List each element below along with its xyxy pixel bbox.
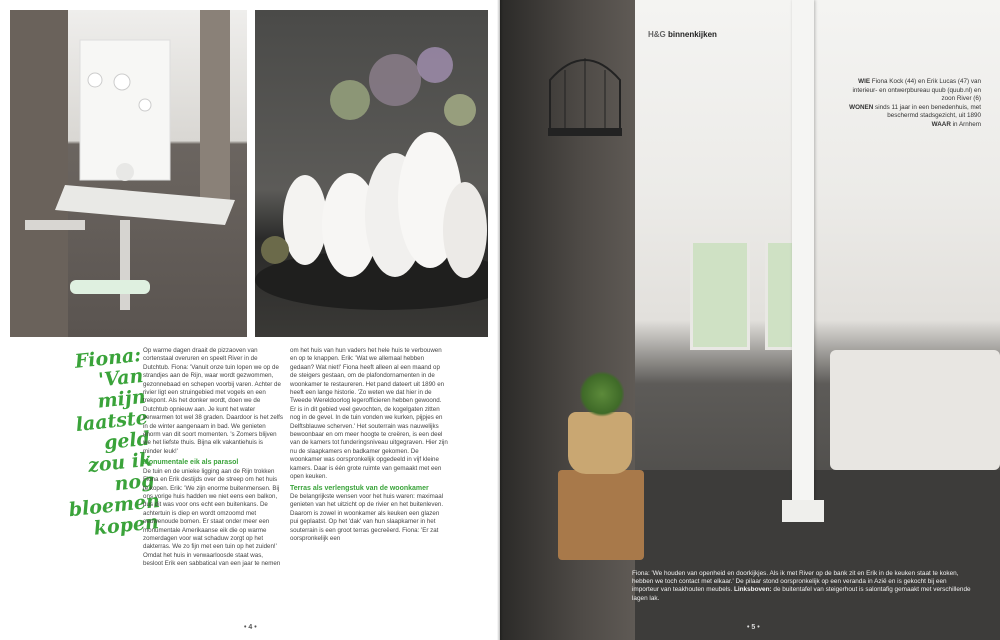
- info-text: sinds 11 jaar in een benedenhuis, met beschermd stadsgezicht, uit 1890: [875, 103, 981, 120]
- window: [690, 240, 750, 350]
- info-label: WIE: [858, 78, 871, 85]
- info-text: in Arnhem: [952, 120, 981, 128]
- pull-quote: Fiona: 'Van mijn laatste geld zou ik nog bloemen kopen: [67, 344, 161, 540]
- article-column-1: [143, 347, 283, 623]
- vases-photo: [255, 10, 488, 337]
- woven-basket: [568, 412, 632, 474]
- brand-prefix: H&G: [648, 30, 666, 39]
- page-number: • 5 •: [747, 624, 760, 631]
- info-label: WAAR: [931, 120, 951, 128]
- page-gutter: [497, 0, 503, 640]
- info-text: Fiona Kock (44) en Erik Lucas (47) van interieur- en ontwerpbureau quub (quub.nl) en zoon River (6): [852, 78, 981, 103]
- paragraph: Op warme dagen draait de pizzaoven van cortenstaal overuren en speelt River in de Dutchtub. Fiona: 'Vanuit onze tuin lopen we op de strandjes aan de Rijn, waar wordt gezwommen, gezonnebaad en schepen voorbij varen. Achter de rivier ligt een struingebied met vogels en een trekpont. Als het donker wordt, doen we de Dutchtub opnieuw aan. Je kunt het water verwarmen tot wel 38 graden. Daardoor is het zelfs in de winter aangenaam in bad. We genieten enorm van dit soort momenten. 's Zomers blijven we het liefste thuis. Bijna elk vakantiehuis is minder leuk!': [143, 347, 283, 455]
- info-label: WONEN: [849, 103, 874, 111]
- info-box: [846, 78, 981, 130]
- magazine-section-header: [648, 30, 717, 39]
- dining-room-illustration: [10, 10, 247, 337]
- article-column-2: [290, 347, 448, 623]
- paragraph: De tuin en de unieke ligging aan de Rijn trokken Fiona en Erik destijds over de streep om het huis te kopen. Erik: 'We zijn enorme buitenmensen. Bij ons vorige huis hadden we niet eens een balkon, dus dit was voor ons echt een buitenkans. De achtertuin is diep en wordt omzoomd met eeuwenoude bomen. Er staat onder meer een monumentale Amerikaanse eik die op warme zomerdagen voor wat schaduw zorgt op het dakterras. We zo fijn met een tuin op het zuiden!' Omdat het huis in verwaarloosde staat was, besloot Erik een sabbatical van een jaar te nemen: [143, 467, 281, 568]
- caption-label: Linksboven:: [733, 586, 772, 594]
- dining-room-photo: [10, 10, 247, 337]
- plant: [580, 370, 624, 418]
- white-pillar: [792, 0, 814, 520]
- right-page: [500, 0, 1000, 640]
- birdcage-icon: [540, 40, 630, 140]
- caption-text: de buitentafel van steigerhout is salontafig gemaakt met verschillende lagen lak.: [632, 586, 971, 602]
- pillar-base: [782, 500, 824, 522]
- floor: [635, 470, 1000, 640]
- section-title: binnenkijken: [668, 30, 717, 39]
- wooden-stool: [558, 470, 644, 560]
- subheading: Terras als verlengstuk van de woonkamer: [290, 484, 429, 492]
- page-number: • 4 •: [244, 624, 257, 631]
- caption-text: Fiona: 'We houden van openheid en doorkijkjes. Als ik met River op de bank zit en Erik in de keuken staat te koken, hebben we toch contact met elkaar.' De pilaar stond oorspronkelijk op een veranda in Azië en is gekocht bij een importeur van teakhouten meubels.: [632, 570, 959, 594]
- paragraph: De belangrijkste wensen voor het huis waren: maximaal genieten van het uitzicht op de rivier en het buitenleven. Daarom is zowel in woonkamer als keuken een glazen pui geplaatst. Op het 'dak' van hun slaapkamer in het souterrain is een groot terras gecreëerd. Fiona: 'Er zat oorspronkelijk een: [290, 492, 444, 542]
- sofa: [830, 350, 1000, 470]
- subheading: Monumentale eik als parasol: [143, 459, 239, 467]
- vases-illustration: [255, 10, 488, 337]
- photo-caption: [632, 570, 972, 603]
- paragraph: om het huis van hun vaders het hele huis te verbouwen en op te knappen. Erik: 'Wat we allemaal hebben gedaan? Wat niet!' Fiona heeft alleen al een maand op de steigers gestaan, om de plafondornamenten in de woonkamer te restaureren. Het pand dateert uit 1890 en heeft een lange historie. 'Zo weten we dat hier in de Tweede Wereldoorlog legerofficieren hebben gewoond. Er is in dit gebied veel gevochten, de kogelgaten zitten nog in de gevel. In de tuin vonden we kurken, pijpjes en Delftsblauwe scherven.' Het souterrain was nauwelijks bewoonbaar en om meer hoogte te creëren, is een deel van de kamers tot funderingsniveau uitgegraven. Hier zijn nu de slaapkamers en badkamer gekomen. De woonkamer was oorspronkelijk opgedeeld in vijf kleine kamers. Daar is één grote ruimte van gemaakt met een open keuken.: [290, 347, 448, 481]
